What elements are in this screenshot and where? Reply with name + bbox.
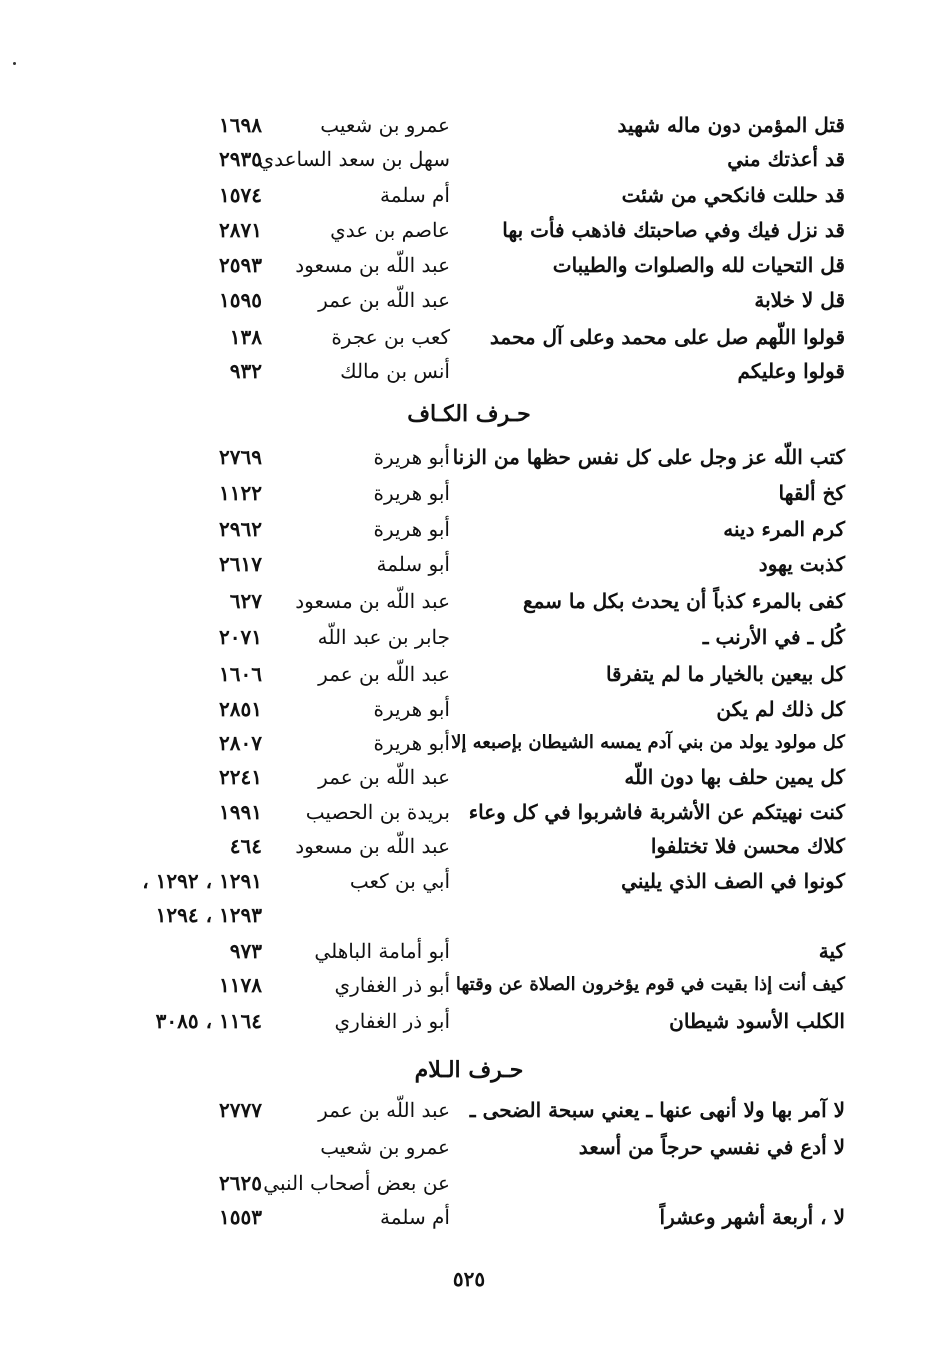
index-entry	[0, 142, 938, 176]
narrator-name: عبد اللّه بن عمر	[318, 1098, 450, 1122]
index-entry	[0, 968, 938, 1002]
hadith-text: كخ ألقها	[778, 481, 845, 505]
hadith-number: ٢٧٦٩	[219, 445, 262, 469]
narrator-name: سهل بن سعد الساعدي	[258, 147, 450, 171]
hadith-text: قد نزل فيك وفي صاحبتك فاذهب فأت بها	[502, 218, 845, 242]
hadith-text: كرم المرء دينه	[723, 517, 845, 541]
index-entry	[0, 934, 938, 968]
hadith-text: كنت نهيتكم عن الأشربة فاشربوا في كل وعاء	[468, 800, 845, 824]
narrator-name: عاصم بن عدي	[330, 218, 450, 242]
narrator-name: أبو هريرة	[373, 517, 450, 541]
hadith-number: ٢٦٢٥	[219, 1171, 262, 1195]
hadith-text: كل يمين حلف بها دون اللّه	[624, 765, 845, 789]
hadith-text: قل لا خلابة	[754, 288, 845, 312]
hadith-text: كذبت يهود	[758, 552, 845, 576]
hadith-text: لا آمر بها ولا أنهى عنها ـ يعني سبحة الضحى ـ	[469, 1098, 845, 1122]
hadith-number: ٢٢٤١	[219, 765, 262, 789]
index-entry	[0, 726, 938, 760]
hadith-number: ١٣٨	[229, 325, 262, 349]
index-entry	[0, 584, 938, 618]
hadith-number: ٢٥٩٣	[219, 253, 262, 277]
hadith-number: ٢٦١٧	[219, 552, 262, 576]
narrator-name: كعب بن عجرة	[331, 325, 450, 349]
narrator-name: أم سلمة	[380, 1205, 450, 1229]
hadith-number: ٢٠٧١	[219, 625, 262, 649]
index-entry	[0, 248, 938, 282]
index-entry	[0, 1093, 938, 1127]
hadith-number: ١١٢٢	[219, 481, 262, 505]
index-entry	[0, 1004, 938, 1038]
narrator-name: عبد اللّه بن مسعود	[295, 589, 450, 613]
index-entry	[0, 1200, 938, 1234]
index-entry	[0, 692, 938, 726]
index-entry	[0, 760, 938, 794]
hadith-text: قولوا وعليكم	[737, 359, 845, 383]
narrator-name: عمرو بن شعيب	[320, 113, 450, 137]
index-entry	[0, 620, 938, 654]
narrator-name: أبو هريرة	[373, 481, 450, 505]
hadith-number: ٩٣٢	[229, 359, 262, 383]
index-entry	[0, 1166, 938, 1200]
section-heading-lam: حـرف الـلام	[414, 1057, 524, 1083]
hadith-text: قد حللت فانكحي من شئت	[621, 183, 845, 207]
index-entry	[0, 354, 938, 388]
narrator-name: بريدة بن الحصيب	[305, 800, 450, 824]
hadith-number: ٢٩٦٢	[219, 517, 262, 541]
hadith-text: كتب اللّه عز وجل على كل نفس حظها من الزنا	[452, 445, 845, 469]
index-entry	[0, 898, 938, 932]
index-entry	[0, 178, 938, 212]
narrator-name: عمرو بن شعيب	[320, 1135, 450, 1159]
narrator-name: أبو ذر الغفاري	[334, 973, 450, 997]
narrator-name: أبو ذر الغفاري	[334, 1009, 450, 1033]
hadith-text: قل التحيات لله والصلوات والطيبات	[552, 253, 845, 277]
hadith-number: ١٥٩٥	[219, 288, 262, 312]
hadith-number: ١١٧٨	[219, 973, 262, 997]
hadith-number: ١٢٩١ ، ١٢٩٢ ،	[142, 869, 262, 893]
hadith-number: ٩٧٣	[229, 939, 262, 963]
hadith-text: قولوا اللّهم صل على محمد وعلى آل محمد	[489, 325, 845, 349]
index-entry	[0, 283, 938, 317]
hadith-number: ١٢٩٣ ، ١٢٩٤	[155, 903, 262, 927]
narrator-name: أبو هريرة	[373, 731, 450, 755]
hadith-number: ٢٨٧١	[219, 218, 262, 242]
hadith-number: ١٥٧٤	[219, 183, 262, 207]
section-heading-kaf: حـرف الكـاف	[407, 401, 531, 427]
hadith-text: كفى بالمرء كذباً أن يحدث بكل ما سمع	[522, 589, 845, 613]
hadith-number: ٦٢٧	[229, 589, 262, 613]
index-entry	[0, 829, 938, 863]
hadith-number: ١١٦٤ ، ٣٠٨٥	[155, 1009, 262, 1033]
hadith-number: ٢٨٥١	[219, 697, 262, 721]
hadith-text: كلاك محسن فلا تختلفوا	[650, 834, 845, 858]
narrator-name: عبد اللّه بن مسعود	[295, 834, 450, 858]
hadith-text: لا أدع في نفسي حرجاً من أسعد	[578, 1135, 845, 1159]
hadith-text: قتل المؤمن دون ماله شهيد	[617, 113, 845, 137]
hadith-number	[62, 1130, 262, 1164]
narrator-name: أبو هريرة	[373, 445, 450, 469]
hadith-text: الكلب الأسود شيطان	[669, 1009, 845, 1033]
index-entry	[0, 108, 938, 142]
hadith-text: كل ذلك لم يكن	[716, 697, 845, 721]
hadith-text: كل مولود يولد من بني آدم يمسه الشيطان بإصبعه إلا	[451, 732, 845, 753]
index-entry	[0, 795, 938, 829]
narrator-name: عبد اللّه بن عمر	[318, 288, 450, 312]
narrator-name: عبد اللّه بن عمر	[318, 765, 450, 789]
index-entry	[0, 476, 938, 510]
index-entry	[0, 657, 938, 691]
hadith-number: ١٦٩٨	[219, 113, 262, 137]
hadith-text: كونوا في الصف الذي يليني	[621, 869, 845, 893]
narrator-name: أبو سلمة	[376, 552, 450, 576]
hadith-number: ٤٦٤	[229, 834, 262, 858]
index-entry	[0, 213, 938, 247]
hadith-text: لا ، أربعة أشهر وعشراً	[659, 1205, 845, 1229]
index-entry	[0, 512, 938, 546]
hadith-number: ١٥٥٣	[219, 1205, 262, 1229]
hadith-text: قد أعذتك مني	[727, 147, 845, 171]
index-entry	[0, 320, 938, 354]
narrator-name: عبد اللّه بن مسعود	[295, 253, 450, 277]
narrator-name: أبي بن كعب	[349, 869, 450, 893]
hadith-text: كيف أنت إذا بقيت في قوم يؤخرون الصلاة عن وقتها	[455, 974, 845, 995]
hadith-number: ٢٨٠٧	[219, 731, 262, 755]
hadith-text: كية	[818, 939, 845, 963]
index-entry	[0, 1130, 938, 1164]
hadith-text: كُل ـ في الأرنب ـ	[702, 625, 845, 649]
narrator-name: جابر بن عبد اللّه	[317, 625, 450, 649]
index-entry	[0, 547, 938, 581]
hadith-text	[445, 1166, 845, 1200]
hadith-number: ١٦٠٦	[219, 662, 262, 686]
narrator-name: أبو أمامة الباهلي	[314, 939, 450, 963]
narrator-name: عن بعض أصحاب النبي	[263, 1171, 450, 1195]
narrator-name: أبو هريرة	[373, 697, 450, 721]
hadith-text: كل بيعين بالخيار ما لم يتفرقا	[605, 662, 845, 686]
index-entry	[0, 864, 938, 898]
index-entry	[0, 440, 938, 474]
scan-speck	[13, 62, 16, 65]
page-number: ٥٢٥	[452, 1267, 486, 1291]
hadith-number: ١٩٩١	[219, 800, 262, 824]
hadith-number: ٢٧٧٧	[219, 1098, 262, 1122]
hadith-number: ٢٩٣٥	[219, 147, 262, 171]
hadith-text	[445, 898, 845, 932]
narrator-name: عبد اللّه بن عمر	[318, 662, 450, 686]
narrator-name: أم سلمة	[380, 183, 450, 207]
narrator-name: أنس بن مالك	[340, 359, 450, 383]
